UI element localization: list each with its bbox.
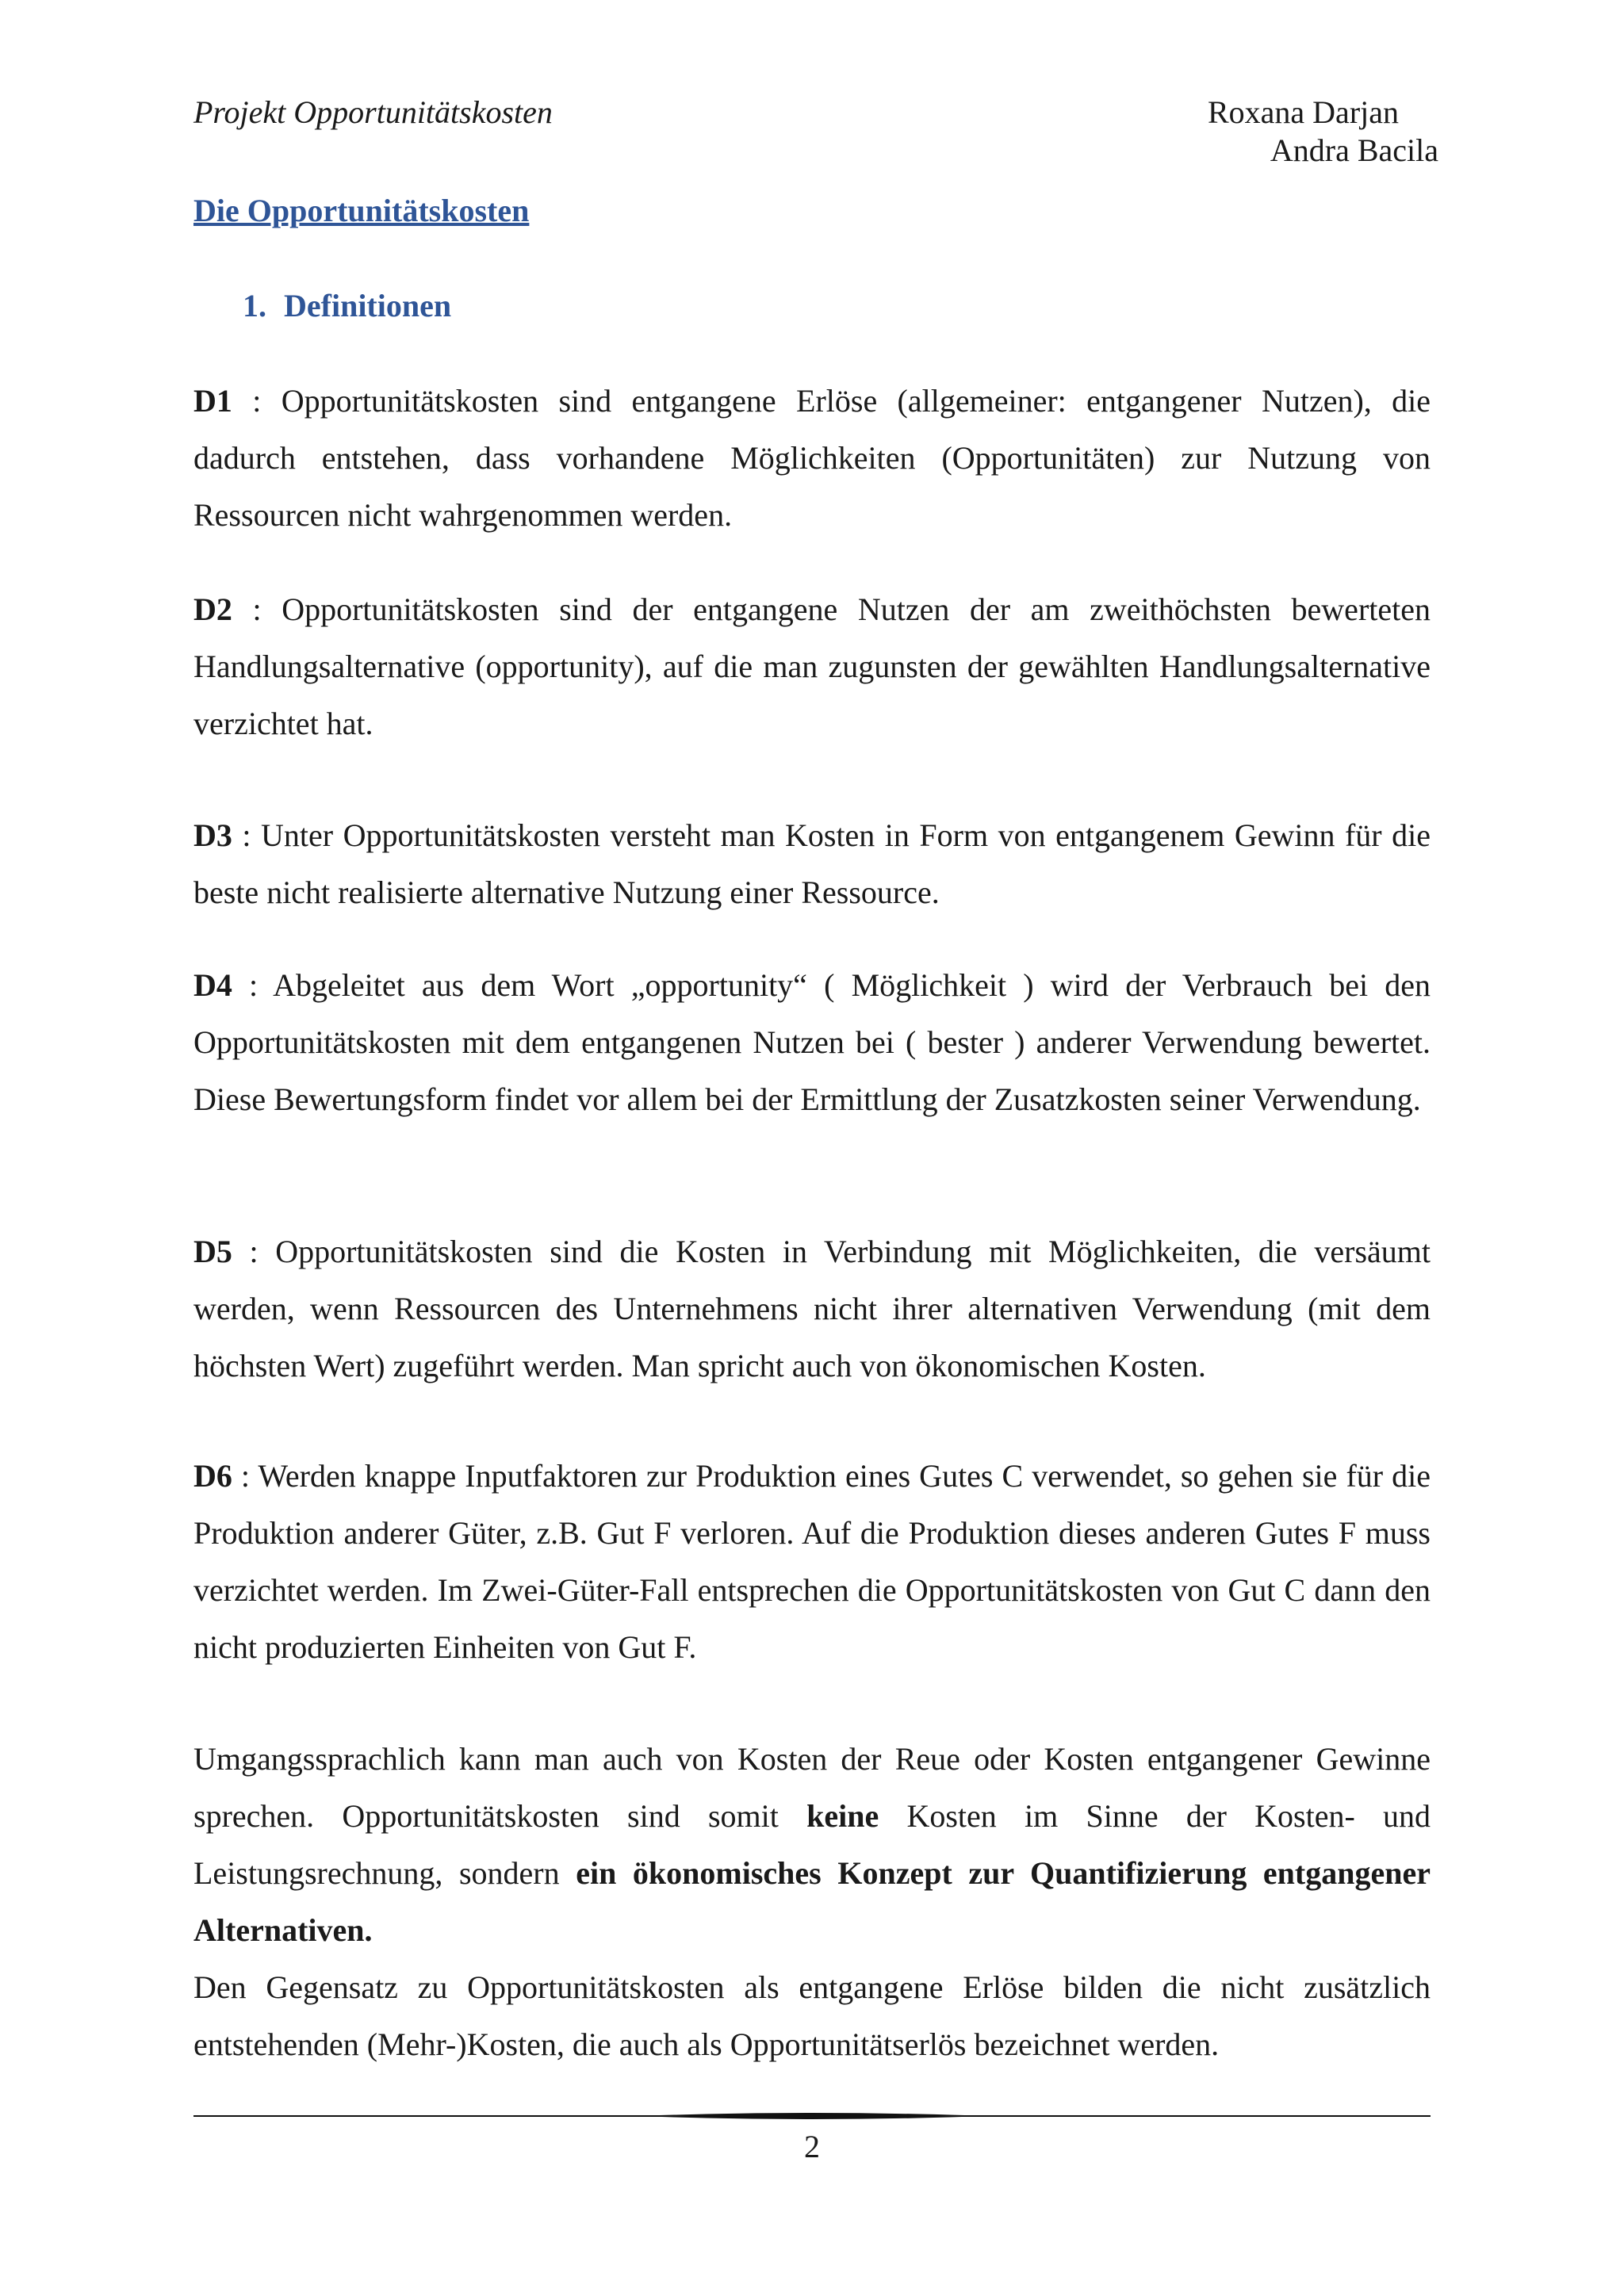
definition-text: : Opportunitätskosten sind entgangene Erlöse (allgemeiner: entgangener Nutzen), die dadurch entstehen, dass vorhandene Möglichkeiten (Opportunitäten) zur Nutzung von Ressourcen nicht wahrgenommen werden. (193, 383, 1431, 533)
definition-d6 (193, 1448, 1431, 1676)
definition-text: : Unter Opportunitätskosten versteht man Kosten in Form von entgangenem Gewinn für die beste nicht realisierte alternative Nutzung einer Ressource. (193, 817, 1431, 910)
definition-label: D6 (193, 1458, 232, 1494)
definition-text: : Opportunitätskosten sind die Kosten in Verbindung mit Möglichkeiten, die versäumt werden, wenn Ressourcen des Unternehmens nicht ihrer alternativen Verwendung (mit dem höchsten Wert) zugeführt werden. Man spricht auch von ökonomischen Kosten. (193, 1234, 1431, 1383)
footer-divider (193, 2109, 1431, 2123)
summary-bold-concept: ein ökonomisches Konzept zur Quantifizierung entgangener Alternativen. (193, 1855, 1431, 1948)
page-number: 2 (804, 2129, 820, 2164)
section-heading (243, 287, 451, 324)
section-title: Definitionen (284, 288, 452, 323)
definition-text: : Abgeleitet aus dem Wort „opportunity“ ( Möglichkeit ) wird der Verbrauch bei den Opportunitätskosten mit dem entgangenen Nutzen bei ( bester ) anderer Verwendung bewertet. Diese Bewertungsform findet vor allem bei der Ermittlung der Zusatzkosten seiner Verwendung. (193, 967, 1431, 1117)
definition-d4 (193, 957, 1431, 1128)
definition-text: : Opportunitätskosten sind der entgangene Nutzen der am zweithöchsten bewerteten Handlungsalternative (opportunity), auf die man zugunsten der gewählten Handlungsalternative verzichtet hat. (193, 591, 1431, 741)
definition-label: D1 (193, 383, 232, 419)
document-title: Die Opportunitätskosten (193, 193, 530, 228)
summary-paragraph (193, 1731, 1431, 2073)
summary-text-3: Den Gegensatz zu Opportunitätskosten als entgangene Erlöse bilden die nicht zusätzlich entstehenden (Mehr-)Kosten, die auch als Opportunitätserlös bezeichnet werden. (193, 1969, 1431, 2062)
definition-text: : Werden knappe Inputfaktoren zur Produktion eines Gutes C verwendet, so gehen sie für die Produktion anderer Güter, z.B. Gut F verloren. Auf die Produktion dieses anderen Gutes F muss verzichtet werden. Im Zwei-Güter-Fall entsprechen die Opportunitätskosten von Gut C dann den nicht produzierten Einheiten von Gut F. (193, 1458, 1431, 1665)
definition-label: D3 (193, 817, 232, 853)
header-authors (1207, 94, 1438, 170)
definition-d1 (193, 373, 1431, 544)
definition-label: D2 (193, 591, 232, 627)
section-number: 1. (243, 288, 266, 323)
header-project-title: Projekt Opportunitätskosten (193, 94, 553, 130)
definition-d5 (193, 1223, 1431, 1395)
author-2: Andra Bacila (1270, 132, 1438, 168)
definition-label: D4 (193, 967, 232, 1003)
definition-d2 (193, 581, 1431, 752)
summary-text-2: Kosten im Sinne der Kosten- und Leistungsrechnung, sondern (193, 1798, 1431, 1891)
summary-text-1: Umgangssprachlich kann man auch von Kosten der Reue oder Kosten entgangener Gewinne sprechen. Opportunitätskosten sind somit (193, 1741, 1431, 1834)
summary-bold-keine: keine (806, 1798, 879, 1834)
definition-label: D5 (193, 1234, 232, 1269)
definition-d3 (193, 807, 1431, 921)
author-1: Roxana Darjan (1207, 94, 1399, 130)
